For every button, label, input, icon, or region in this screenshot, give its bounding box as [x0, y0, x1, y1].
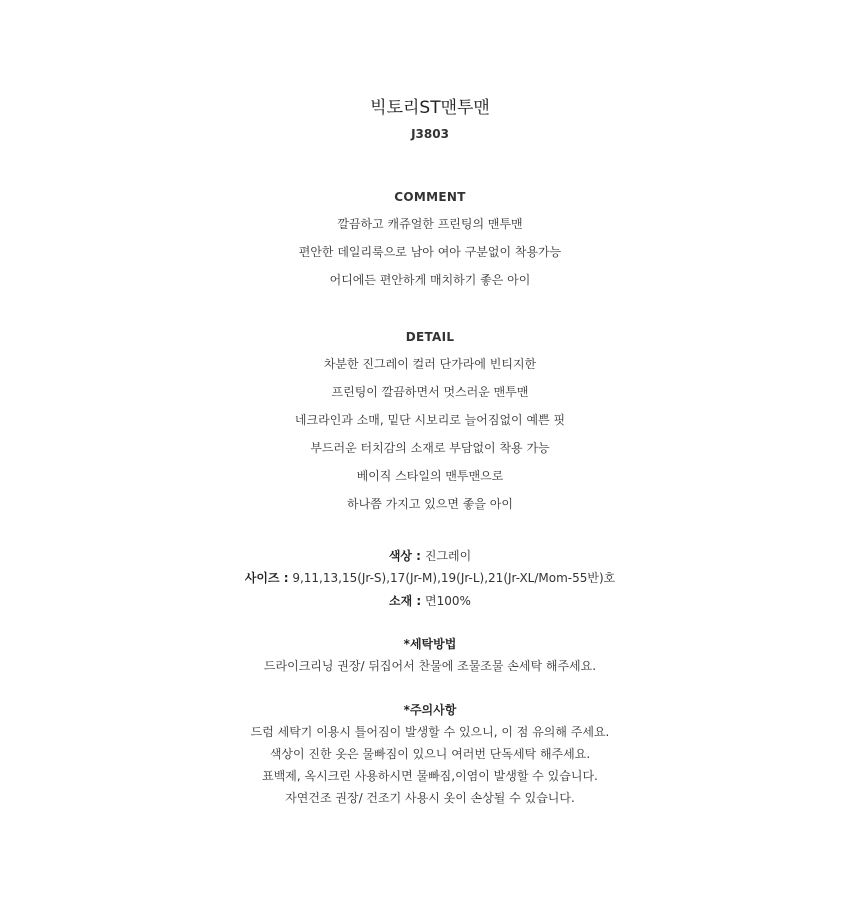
spec-color: [0, 548, 860, 564]
spec-size-value: 9,11,13,15(Jr-S),17(Jr-M),19(Jr-L),21(Jr-XL/Mom-55반)호: [292, 571, 616, 585]
spec-material-label: 소재 :: [389, 594, 422, 608]
spec-color-label: 색상 :: [388, 549, 421, 563]
caution-line: 자연건조 권장/ 건조기 사용시 옷이 손상될 수 있습니다.: [285, 791, 575, 805]
detail-line: 차분한 진그레이 컬러 단가라에 빈티지한: [323, 357, 537, 371]
comment-line: 편안한 데일리룩으로 남아 여아 구분없이 착용가능: [298, 245, 562, 259]
detail-line: 베이직 스타일의 맨투맨으로: [356, 469, 504, 483]
washing-line: 드라이크리닝 권장/ 뒤집어서 찬물에 조물조물 손세탁 해주세요.: [263, 659, 597, 673]
spec-color-value: 진그레이: [424, 549, 472, 563]
comment-line: 깔끔하고 캐쥬얼한 프린팅의 맨투맨: [337, 217, 523, 231]
comment-line: 어디에든 편안하게 매치하기 좋은 아이: [329, 273, 531, 287]
detail-line: 하나쯤 가지고 있으면 좋을 아이: [347, 497, 513, 511]
spec-material: [0, 593, 860, 609]
spec-material-value: 면100%: [425, 594, 471, 608]
caution-line: 드럼 세탁기 이용시 틀어짐이 발생할 수 있으니, 이 점 유의해 주세요.: [250, 725, 610, 739]
washing-heading: *세탁방법: [403, 637, 457, 651]
detail-line: 프린팅이 깔끔하면서 멋스러운 맨투맨: [331, 385, 529, 399]
comment-heading: COMMENT: [394, 190, 466, 204]
product-title: 빅토리ST맨투맨: [370, 98, 490, 118]
detail-line: 네크라인과 소매, 밑단 시보리로 늘어짐없이 예쁜 핏: [294, 413, 566, 427]
product-code: J3803: [411, 127, 449, 141]
caution-line: 색상이 진한 옷은 물빠짐이 있으니 여러번 단독세탁 해주세요.: [269, 747, 591, 761]
spec-size: [0, 570, 860, 586]
caution-heading: *주의사항: [403, 703, 457, 717]
caution-line: 표백제, 옥시크린 사용하시면 물빠짐,이염이 발생할 수 있습니다.: [262, 769, 598, 783]
spec-size-label: 사이즈 :: [244, 571, 289, 585]
detail-line: 부드러운 터치감의 소재로 부담없이 착용 가능: [310, 441, 550, 455]
detail-heading: DETAIL: [405, 330, 455, 344]
